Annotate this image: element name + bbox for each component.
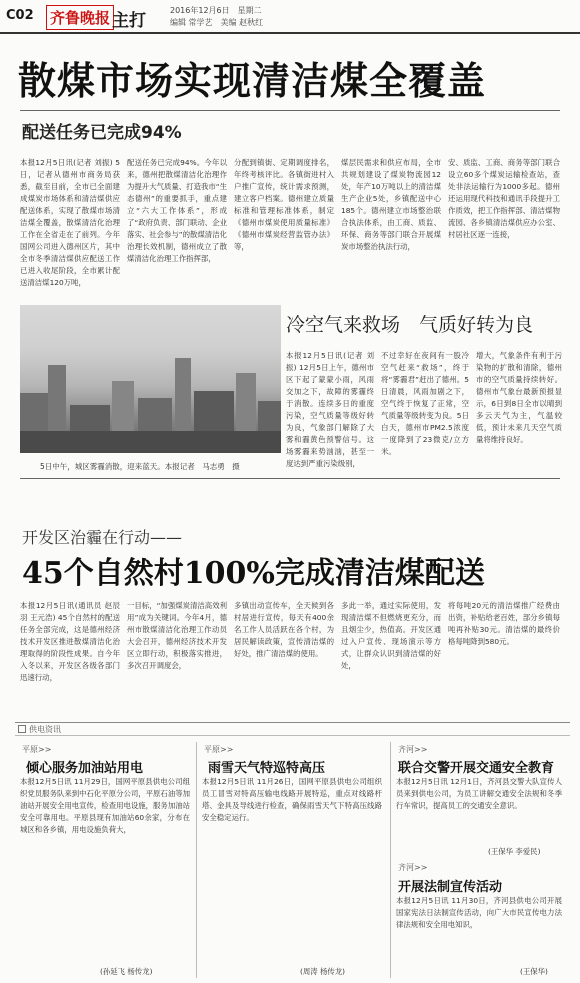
brief3-author: (王保华 李爱民) [488, 847, 541, 856]
divider [390, 742, 391, 978]
story2-column-5: 将每吨20元的清洁煤推广经费由出资，补贴给老百姓，部分乡镇每吨再补贴30元。清洁煤的最终价格每吨降到580元。 [448, 601, 560, 646]
divider [20, 110, 560, 111]
brief4-kicker: 齐河>> [398, 863, 428, 872]
weather-column-1: 本报12月5日讯(记者 刘振) 12月5日上午，德州市区下起了蒙蒙小雨，风雨交加之下，故障的雾霾终于消散。连续多日的重度污染，空气质量等级好转为良，气象部门解除了大雾和霾黄色预警信号。这场雾霾来势汹汹，甚至一度达到严重污染级别， [286, 351, 374, 468]
editors-line: 编辑 常学艺 美编 赵秋红 [170, 18, 264, 27]
ticker-label: 供电资讯 [29, 725, 61, 734]
brief1-kicker: 平原>> [22, 745, 52, 754]
story2-column-2: 一目标，“加强煤炭清洁高效利用”成为关键词。今年4月，德州市散煤清洁化治理工作动员大会召开，德州经济技术开发区立即行动，积极落实推进，多次召开调度会， [127, 601, 227, 670]
divider [20, 478, 560, 479]
brief1-author: (孙延飞 杨传龙) [100, 967, 153, 976]
story2-kicker: 开发区治霾在行动—— [22, 528, 183, 547]
brief1-headline: 倾心服务加油站用电 [26, 761, 144, 776]
newspaper-logo: 齐鲁晚报 [46, 5, 114, 30]
main-headline: 散煤市场实现清洁煤全覆盖 [18, 58, 487, 103]
brief4-text: 本报12月5日讯 11月30日，齐河县供电公司开展国家宪法日法制宣传活动，向广大市民宣传电力法律法规和安全用电知识， [396, 896, 562, 929]
story2-column-1: 本报12月5日讯(通讯员 赵辰羽 王元浩) 45个自然村的配送任务全部完成，这是德州经济技术开发区推进散煤清洁化治理取得的阶段性成果。自今年入冬以来，开发区各级各部门迅速行动， [20, 601, 120, 682]
divider [196, 742, 197, 978]
photo-caption: 5日中午，城区雾霾消散，迎来蓝天。本报记者 马志勇 摄 [40, 462, 240, 471]
article-column-3: 分配到镇街、定期调度排名，年终考核评比。各镇街进村入户推广宣传，统计需求预测，建立客户档案。德州建立质量标准和管理标准体系，制定《德州市煤炭使用质量标准》《德州市煤炭经营监管办法》等， [234, 158, 334, 251]
article-column-1: 本报12月5日讯(记者 刘振) 5日，记者从德州市商务局获悉，截至目前，全市已全面建成煤炭市场体系和清洁煤供应配送体系，实现了散煤市场清洁煤全覆盖，散煤清洁化治理工作在全省走在了前列。今年国网公司进入德州区片，其中全市冬季清洁煤供应配送工作已进入收尾阶段，全市累计配送清洁煤120万吨， [20, 158, 120, 287]
brief2-author: (周涛 杨传龙) [300, 967, 346, 976]
story2-column-3: 多镇出动宣传车，全天候到各村居进行宣传，每天有400余名工作人员活跃在各个村，为居民解读政策，宣传清洁煤的好处，推广清洁煤的使用。 [234, 601, 334, 658]
story2-headline: 45个自然村100%完成清洁煤配送 [22, 556, 485, 591]
date-line: 2016年12月6日 星期二 [170, 6, 262, 15]
square-icon [18, 725, 26, 733]
page-number: C02 [6, 8, 34, 23]
sub-headline: 配送任务已完成94% [22, 123, 182, 143]
story2-column-4: 多此一举，通过实际使用，发现清洁煤不但燃烧更充分，而且烟尘少，热值高。开发区通过入户宣传、现场演示等方式，让群众认识到清洁煤的好处， [341, 601, 441, 670]
news-ticker-bar [15, 722, 570, 736]
brief3-kicker: 齐河>> [398, 745, 428, 754]
brief2-headline: 雨雪天气特巡特高压 [208, 761, 326, 776]
brief4-author: (王保华) [520, 967, 548, 976]
article-column-5: 安、质监、工商、商务等部门联合设立60多个煤炭运输检查站，查处非法运输行为1000多起。德州还运用现代科技和通讯手段提升工作质效，把工作指挥部、清洁煤物流园、各乡镇清洁煤供应办公室、村居社区逐一连接， [448, 158, 560, 239]
section-title: 主打 [112, 11, 146, 31]
weather-column-3: 增大，气象条件有利于污染物的扩散和清除，德州市的空气质量持续转好。德州市气象台最新预报显示，6日到8日全市以晴到多云天气为主，气温较低，预计未来几天空气质量将维持良好。 [476, 351, 562, 444]
weather-column-2: 不过幸好在夜间有一股冷空气赶来“救场”，终于将“雾霾君”赶出了德州。5日清晨，风雨加剧之下，空气终于恢复了正常，空气质量等级转变为良。5日白天，德州市PM2.5浓度一度降到了23微克/立方米。 [381, 351, 469, 456]
brief2-text: 本报12月5日讯 11月26日，国网平原县供电公司组织员工冒雪对特高压输电线路开展特巡，重点对线路杆塔、金具及导线进行检查，确保雨雪天气下特高压线路安全稳定运行。 [202, 777, 382, 822]
brief3-text: 本报12月5日讯 12月1日，齐河县交警大队宣传人员来到供电公司，为员工讲解交通安全法规和冬季行车常识，提高员工的交通安全意识。 [396, 777, 562, 810]
brief1-text: 本报12月5日讯 11月29日，国网平原县供电公司组织党员服务队来到中石化平原分公司，平原石油等加油站开展安全用电宣传，检查用电设施，服务加油站安全可靠用电。平原县现有加油站60余家，分布在城区和各乡镇，用电设施负荷大， [20, 777, 190, 834]
city-skyline-photo [20, 305, 281, 453]
brief4-headline: 开展法制宣传活动 [398, 880, 503, 895]
brief2-kicker: 平原>> [204, 745, 234, 754]
article-column-2: 配送任务已完成94%。今年以来，德州把散煤清洁化治理作为提升大气质量、打造我市“生态德州”的重要抓手，重点建立“六大工作体系”，形成了“政府负责、部门联动、企业落实、社会参与”的散煤清洁化治理长效机制，德州成立了散煤清洁化治理工作指挥部， [127, 158, 227, 263]
weather-headline: 冷空气来救场 气质好转为良 [286, 314, 534, 336]
brief3-headline: 联合交警开展交通安全教育 [398, 761, 555, 776]
article-column-4: 煤层民需求和供应布局，全市共规划建设了煤炭物流园12处，年产10万吨以上的清洁煤生产企业5处，乡镇配送中心185个。德州建立市场整治联合执法体系，由工商、质监、环保、商务等部门联合开展煤炭市场整治执法行动， [341, 158, 441, 251]
